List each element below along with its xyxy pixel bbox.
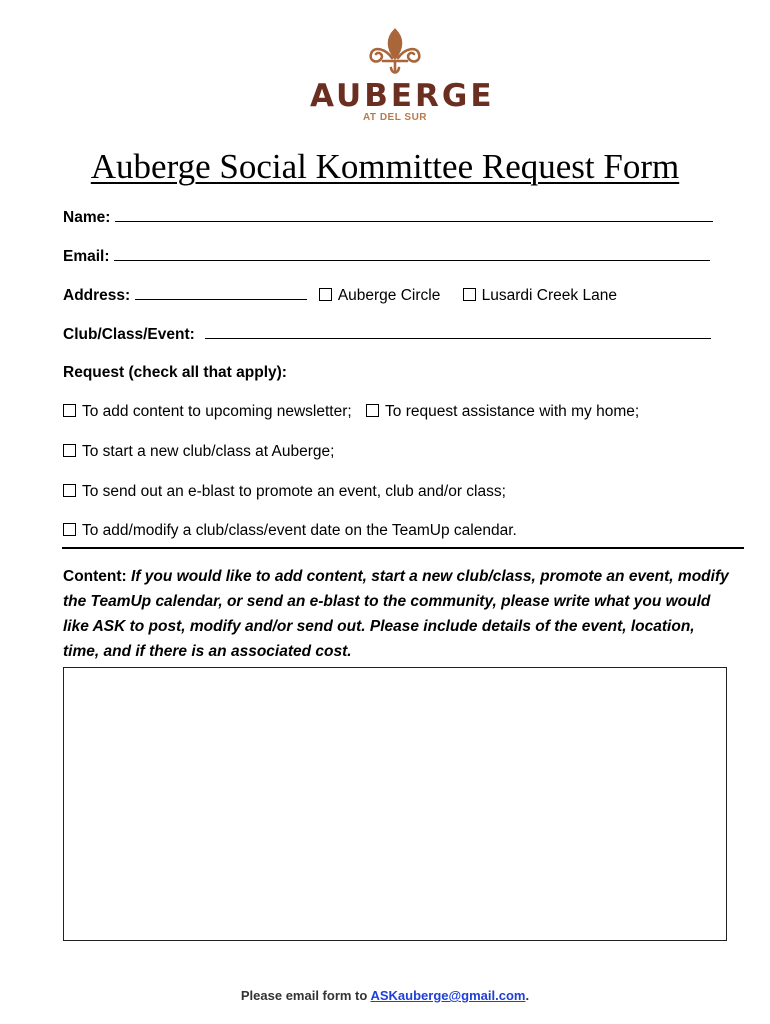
request-option-new-club[interactable] bbox=[63, 442, 334, 462]
request-option-label: To request assistance with my home; bbox=[385, 403, 640, 420]
address-option-auberge-circle[interactable] bbox=[319, 287, 441, 304]
address-label: Address: bbox=[63, 287, 131, 304]
content-textarea[interactable] bbox=[63, 667, 727, 941]
address-option-lusardi-creek[interactable] bbox=[463, 287, 617, 304]
checkbox[interactable] bbox=[63, 404, 76, 417]
section-divider bbox=[62, 547, 744, 549]
request-option-calendar[interactable] bbox=[63, 521, 517, 541]
address-row bbox=[63, 285, 617, 306]
content-instructions-text: If you would like to add content, start a new club/class, promote an event, modify the TeamUp calendar, or send an e-blast to the community, please write what you would like ASK to post, modify and/or send out. Please include details of the event, location, time, and if there is an associated cost. bbox=[63, 568, 729, 660]
footer-end: . bbox=[525, 988, 530, 1003]
content-instructions bbox=[63, 564, 733, 664]
checkbox[interactable] bbox=[63, 523, 76, 536]
logo-wordmark: AUBERGE bbox=[310, 78, 495, 114]
request-option-label: To start a new club/class at Auberge; bbox=[82, 443, 335, 460]
request-row-1 bbox=[63, 402, 639, 422]
request-option-label: To add content to upcoming newsletter; bbox=[82, 403, 352, 420]
name-field[interactable] bbox=[115, 207, 713, 222]
address-option-label: Auberge Circle bbox=[337, 287, 441, 304]
request-option-label: To add/modify a club/class/event date on the TeamUp calendar. bbox=[82, 522, 517, 539]
checkbox[interactable] bbox=[463, 288, 476, 301]
request-heading: Request (check all that apply): bbox=[63, 364, 287, 381]
request-option-label: To send out an e-blast to promote an event, club and/or class; bbox=[82, 483, 506, 500]
auberge-logo bbox=[310, 28, 495, 136]
email-label: Email: bbox=[63, 248, 110, 265]
form-title: Auberge Social Kommittee Request Form bbox=[90, 147, 680, 186]
footer bbox=[0, 988, 770, 1003]
club-row bbox=[63, 324, 711, 345]
address-option-label: Lusardi Creek Lane bbox=[481, 287, 617, 304]
address-field[interactable] bbox=[135, 285, 307, 300]
name-label: Name: bbox=[63, 209, 111, 226]
request-option-newsletter[interactable] bbox=[63, 403, 352, 420]
checkbox[interactable] bbox=[63, 444, 76, 457]
email-field[interactable] bbox=[114, 246, 710, 261]
checkbox[interactable] bbox=[366, 404, 379, 417]
club-field[interactable] bbox=[205, 324, 711, 339]
request-option-eblast[interactable] bbox=[63, 482, 506, 502]
logo-subtitle: AT DEL SUR bbox=[362, 112, 428, 123]
fleur-de-lis-icon bbox=[363, 28, 427, 78]
email-row bbox=[63, 246, 710, 267]
club-label: Club/Class/Event: bbox=[63, 326, 195, 343]
footer-text: Please email form to bbox=[240, 988, 368, 1003]
name-row bbox=[63, 207, 713, 228]
footer-email-link[interactable]: ASKauberge@gmail.com bbox=[370, 988, 526, 1003]
checkbox[interactable] bbox=[319, 288, 332, 301]
checkbox[interactable] bbox=[63, 484, 76, 497]
request-option-home-assistance[interactable] bbox=[366, 403, 639, 420]
content-label: Content: bbox=[63, 568, 127, 585]
